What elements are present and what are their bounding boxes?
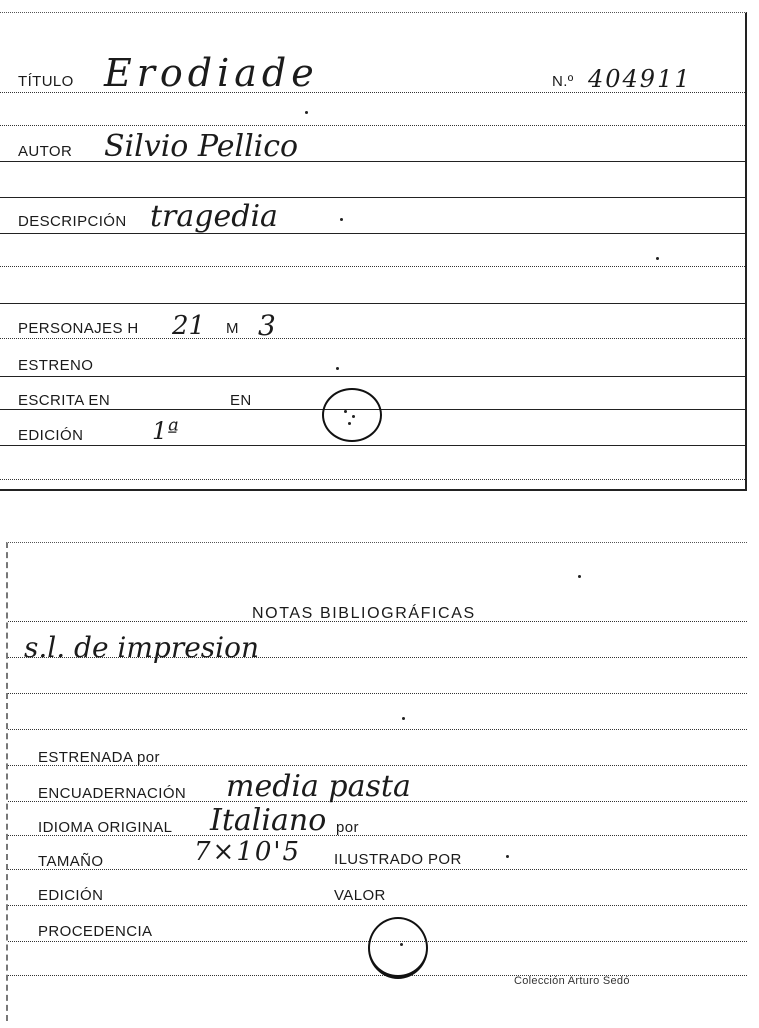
speck [336,367,339,370]
tamano-label: TAMAÑO [38,853,104,870]
idioma-original-label: IDIOMA ORIGINAL [38,819,173,836]
rule-line [0,338,745,339]
numero-value: 404911 [588,65,692,93]
edicion-label: EDICIÓN [18,427,84,444]
personajes-m-value: 3 [258,309,276,342]
personajes-m-label: M [226,320,239,337]
rule-line [8,905,747,906]
rule-line [0,197,745,198]
personajes-label: PERSONAJES H [18,320,139,337]
rule-line [8,729,747,730]
numero-label: N.º [552,73,574,90]
library-stamp [322,388,382,442]
rule-line [8,975,747,976]
escrita-en-label: ESCRITA EN [18,392,111,409]
titulo-label: TÍTULO [18,73,74,90]
descripcion-value: tragedia [150,199,278,234]
titulo-value: Erodiade [104,51,319,95]
speck [340,218,343,221]
valor-label: VALOR [334,887,386,904]
descripcion-label: DESCRIPCIÓN [18,213,127,230]
edicion-value: 1ª [152,417,179,445]
edicion-label: EDICIÓN [38,887,104,904]
rule-line [8,693,747,694]
autor-value: Silvio Pellico [104,129,299,164]
estrenada-por-label: ESTRENADA por [38,749,160,766]
coleccion-footer: Colección Arturo Sedó [514,975,630,987]
encuadernacion-label: ENCUADERNACIÓN [38,785,187,802]
speck [656,257,659,260]
rule-line [0,125,745,126]
speck [305,111,308,114]
encuadernacion-value: media pasta [226,769,411,804]
notas-heading: NOTAS BIBLIOGRÁFICAS [252,605,476,622]
ilustrado-por-label: ILUSTRADO POR [334,851,462,868]
por-label: por [336,819,359,836]
speck [506,855,509,858]
rule-line [0,233,745,234]
idioma-original-value: Italiano [210,803,327,838]
rule-line [0,445,745,446]
rule-line [0,376,745,377]
notas-value: s.l. de impresion [24,631,260,664]
en-label: EN [230,392,252,409]
rule-line [0,266,745,267]
speck [578,575,581,578]
library-stamp [368,917,428,979]
tamano-value: 7×10'5 [194,837,302,867]
rule-line [0,303,745,304]
catalog-card-back [6,542,747,1021]
rule-line [0,479,745,480]
estreno-label: ESTRENO [18,357,94,374]
procedencia-label: PROCEDENCIA [38,923,153,940]
personajes-h-value: 21 [172,311,206,341]
rule-line [8,869,747,870]
speck [402,717,405,720]
catalog-card-front [0,12,747,491]
autor-label: AUTOR [18,143,73,160]
